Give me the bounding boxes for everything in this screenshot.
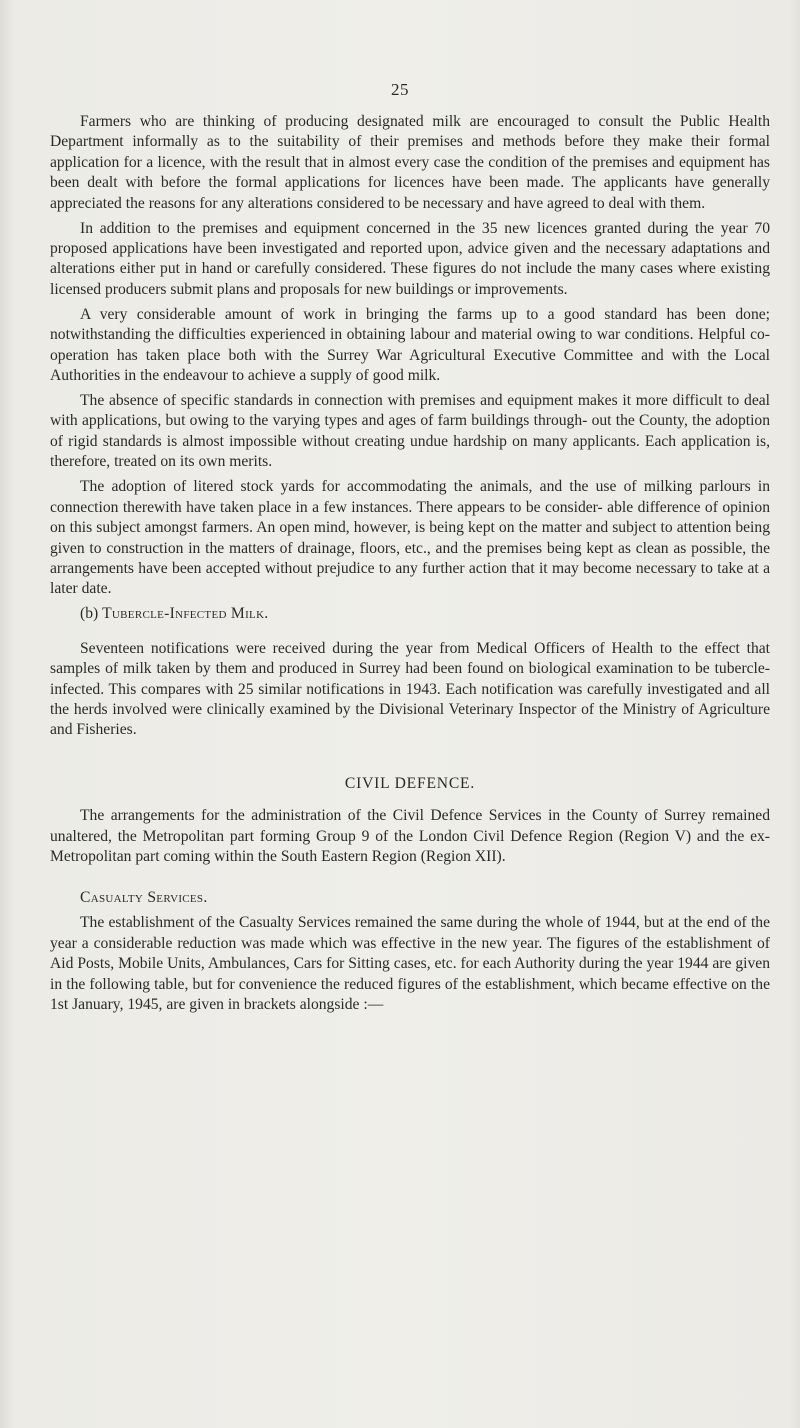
heading-civil-defence: CIVIL DEFENCE. xyxy=(344,774,476,792)
paragraph-new-licences: In addition to the premises and equipment concerned in the 35 new licences granted during the year 70 proposed applications have been investigated and reported upon, advice given and the necessary adaptations and alterations either put in hand or carefully considered. These figures do not include the many cases where existing licensed producers submit plans and proposals for new buildings or improvements. xyxy=(50,219,770,298)
paragraph-farm-standards: A very considerable amount of work in bringing the farms up to a good standard has been done; notwithstanding the difficulties experienced in obtaining labour and material owing to war conditions. Helpful co-operation has taken place both with the Surrey War Agricultural Executive Committee and with the Local Authorities in the endeavour to achieve a supply of good milk. xyxy=(50,305,770,385)
page-number: 25 xyxy=(391,80,409,99)
section-heading-tubercle-milk xyxy=(50,604,770,624)
paragraph-specific-standards: The absence of specific standards in connection with premises and equipment makes it more difficult to deal with applications, but owing to the varying types and ages of farm buildings through- out the County, the adoption of rigid standards is almost impossible without creating undue hardship on many applicants. Each application is, therefore, treated on its own merits. xyxy=(50,392,770,471)
section-heading-title: Tubercle-Infected Milk. xyxy=(102,605,269,623)
paragraph-stock-yards: The adoption of litered stock yards for accommodating the animals, and the use of milking parlours in connection therewith have taken place in a few instances. There appears to be consider- able difference of opinion on this subject amongst farmers. An open mind, however, is being kept on the matter and subject to attention being given to construction in the matters of drainage, floors, etc., and the premises being kept as clean as possible, the arrangements have been accepted without prejudice to any further action that it may become necessary to take at a later date. xyxy=(50,478,770,598)
paragraph-milk-consultation: Farmers who are thinking of producing designated milk are encouraged to consult the Public Health Department informally as to the suitability of their premises and methods before they make their formal application for a licence, with the result that in almost every case the condition of the premises and equipment has been dealt with before the formal applications for licences have been made. The applicants have generally appreciated the reasons for any alterations considered to be necessary and have agreed to deal with them. xyxy=(50,113,770,212)
page-body xyxy=(50,112,770,1020)
paragraph-civil-defence-arrangements: The arrangements for the administration of the Civil Defence Services in the County of Surrey remained unaltered, the Metropolitan part forming Group 9 of the London Civil Defence Region (Region V) and the ex-Metropolitan part coming within the South Eastern Region (Region XII). xyxy=(50,807,770,865)
paragraph-tubercle-notifications: Seventeen notifications were received during the year from Medical Officers of Health to the effect that samples of milk taken by them and produced in Surrey had been found on biological examination to be tubercle-infected. This compares with 25 similar notifications in 1943. Each notification was carefully investigated and all the herds involved were clinically examined by the Divisional Veterinary Inspector of the Ministry of Agriculture and Fisheries. xyxy=(50,639,770,739)
section-heading-prefix: (b) xyxy=(80,605,103,623)
paragraph-casualty-establishment: The establishment of the Casualty Services remained the same during the whole of 1944, but at the end of the year a considerable reduction was made which was effective in the new year. The figures of the establishment of Aid Posts, Mobile Units, Ambulances, Cars for Sitting cases, etc. for each Authority during the year 1944 are given in the following table, but for convenience the reduced figures of the establishment, which became effective on the 1st January, 1945, are given in brackets alongside :— xyxy=(50,914,770,1013)
section-heading-casualty-services: Casualty Services. xyxy=(80,889,208,907)
